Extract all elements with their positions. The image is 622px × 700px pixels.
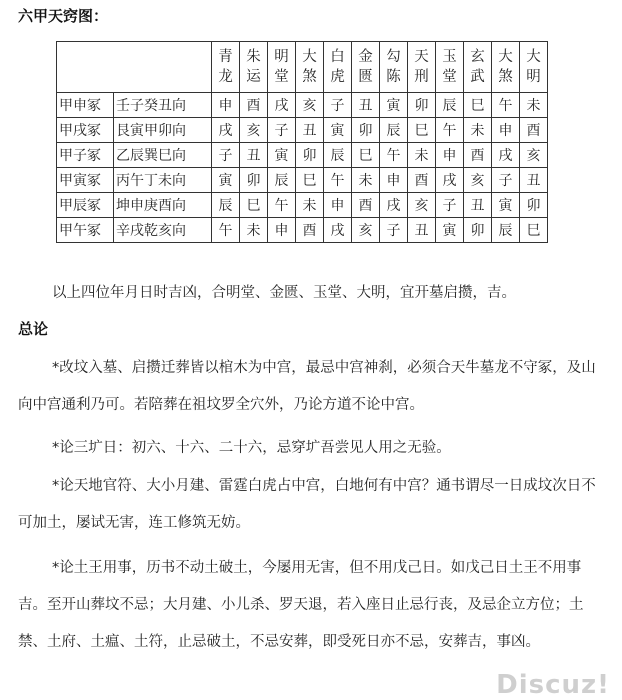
table-cell: 子 bbox=[268, 118, 296, 143]
row-name: 甲申冢 bbox=[57, 93, 114, 118]
table-cell: 巳 bbox=[352, 143, 380, 168]
table-header-char: 玉 bbox=[442, 49, 457, 65]
table-header bbox=[324, 42, 352, 93]
table-cell: 申 bbox=[492, 118, 520, 143]
table-cell: 戌 bbox=[436, 168, 464, 193]
row-direction: 乙辰巽巳向 bbox=[114, 143, 212, 168]
paragraph-1-text: *改坟入墓、启攒迁葬皆以棺木为中宫，最忌中宫神刹，必须合天牛墓龙不守冢，及山向中宫通利乃可。若陪葬在祖坟罗全穴外，乃论方道不论中宫。 bbox=[18, 360, 596, 413]
table-header-char: 金 bbox=[358, 49, 373, 65]
table-cell: 子 bbox=[212, 143, 240, 168]
table-cell: 卯 bbox=[240, 168, 268, 193]
table-cell: 辰 bbox=[212, 193, 240, 218]
table-header-char: 明 bbox=[526, 69, 541, 85]
table-header-char: 龙 bbox=[218, 69, 233, 85]
table-cell: 辰 bbox=[436, 93, 464, 118]
table-cell: 酉 bbox=[296, 218, 324, 243]
table-cell: 巳 bbox=[296, 168, 324, 193]
table-cell: 戌 bbox=[324, 218, 352, 243]
table-cell: 未 bbox=[520, 93, 548, 118]
table-cell: 午 bbox=[380, 143, 408, 168]
table-cell: 戌 bbox=[268, 93, 296, 118]
table-cell: 亥 bbox=[296, 93, 324, 118]
table-header-char: 勾 bbox=[386, 49, 401, 65]
table-cell: 午 bbox=[436, 118, 464, 143]
table-cell: 丑 bbox=[464, 193, 492, 218]
table-header bbox=[520, 42, 548, 93]
table-header-char: 青 bbox=[218, 49, 233, 65]
table-cell: 寅 bbox=[212, 168, 240, 193]
table-cell: 子 bbox=[436, 193, 464, 218]
row-direction: 丙午丁未向 bbox=[114, 168, 212, 193]
table-corner bbox=[57, 42, 212, 93]
row-name: 甲戌冢 bbox=[57, 118, 114, 143]
table-cell: 巳 bbox=[464, 93, 492, 118]
table-header-char: 虎 bbox=[330, 69, 345, 85]
table-cell: 寅 bbox=[380, 93, 408, 118]
table-cell: 酉 bbox=[464, 143, 492, 168]
table-row bbox=[57, 118, 548, 143]
table-cell: 丑 bbox=[408, 218, 436, 243]
table-cell: 巳 bbox=[408, 118, 436, 143]
table-cell: 未 bbox=[296, 193, 324, 218]
table-cell: 亥 bbox=[352, 218, 380, 243]
table-header-char: 朱 bbox=[246, 49, 261, 65]
table-cell: 酉 bbox=[240, 93, 268, 118]
table-cell: 辰 bbox=[324, 143, 352, 168]
paragraph-4-text: *论土王用事，历书不动土破土，今屡用无害，但不用戊己日。如戊己日土王不用事吉。至开山葬坟不忌；大月建、小儿杀、罗天退，若入座日止忌行丧，及忌企立方位；土禁、土府、土瘟、土符，止忌破土，不忌安葬，即受死日亦不忌，安葬吉，事凶。 bbox=[18, 560, 584, 650]
row-name: 甲子冢 bbox=[57, 143, 114, 168]
row-direction: 辛戌乾亥向 bbox=[114, 218, 212, 243]
table-cell: 申 bbox=[436, 143, 464, 168]
table-header-char: 大 bbox=[498, 49, 513, 65]
summary-line bbox=[18, 275, 608, 312]
table-header-char: 明 bbox=[274, 49, 289, 65]
table-cell: 戌 bbox=[380, 193, 408, 218]
table-header bbox=[492, 42, 520, 93]
table-header bbox=[464, 42, 492, 93]
row-direction: 艮寅甲卯向 bbox=[114, 118, 212, 143]
table-header-char: 堂 bbox=[274, 69, 289, 85]
table-cell: 申 bbox=[324, 193, 352, 218]
table-header bbox=[436, 42, 464, 93]
table-title: 六甲天窍图： bbox=[18, 7, 109, 25]
paragraph-2 bbox=[18, 430, 608, 467]
table-header-char: 煞 bbox=[498, 69, 513, 85]
row-name: 甲辰冢 bbox=[57, 193, 114, 218]
table-cell: 卯 bbox=[520, 193, 548, 218]
table-cell: 卯 bbox=[296, 143, 324, 168]
table-cell: 未 bbox=[464, 118, 492, 143]
table-header bbox=[352, 42, 380, 93]
table-header-char: 陈 bbox=[386, 69, 401, 85]
table-header bbox=[380, 42, 408, 93]
paragraph-3 bbox=[18, 468, 608, 542]
table-cell: 戌 bbox=[212, 118, 240, 143]
table-cell: 酉 bbox=[408, 168, 436, 193]
table-cell: 寅 bbox=[268, 143, 296, 168]
table-header bbox=[240, 42, 268, 93]
table-header-char: 天 bbox=[414, 49, 429, 65]
row-name: 甲午冢 bbox=[57, 218, 114, 243]
table-header-char: 白 bbox=[330, 49, 345, 65]
table-header-char: 武 bbox=[470, 69, 485, 85]
table-row bbox=[57, 168, 548, 193]
table-cell: 子 bbox=[324, 93, 352, 118]
table-cell: 辰 bbox=[380, 118, 408, 143]
table-cell: 丑 bbox=[352, 93, 380, 118]
table-cell: 卯 bbox=[464, 218, 492, 243]
table-cell: 午 bbox=[268, 193, 296, 218]
table-header-row bbox=[57, 42, 548, 93]
table-cell: 亥 bbox=[240, 118, 268, 143]
table-row bbox=[57, 193, 548, 218]
table-cell: 未 bbox=[240, 218, 268, 243]
table-cell: 亥 bbox=[464, 168, 492, 193]
table-cell: 丑 bbox=[520, 168, 548, 193]
summary-text: 以上四位年月日时吉凶，合明堂、金匮、玉堂、大明，宜开墓启攒，吉。 bbox=[52, 285, 516, 301]
table-header bbox=[296, 42, 324, 93]
table-header-char: 匮 bbox=[358, 69, 373, 85]
table-cell: 寅 bbox=[324, 118, 352, 143]
table-cell: 辰 bbox=[492, 218, 520, 243]
table-header-char: 运 bbox=[246, 69, 261, 85]
table-cell: 巳 bbox=[520, 218, 548, 243]
table-header-char: 堂 bbox=[442, 69, 457, 85]
row-direction: 壬子癸丑向 bbox=[114, 93, 212, 118]
table-cell: 亥 bbox=[520, 143, 548, 168]
table-header-char: 大 bbox=[302, 49, 317, 65]
table-cell: 酉 bbox=[352, 193, 380, 218]
section-title: 总论 bbox=[18, 320, 49, 338]
table-cell: 寅 bbox=[492, 193, 520, 218]
table-cell: 申 bbox=[212, 93, 240, 118]
paragraph-4 bbox=[18, 550, 608, 661]
six-jia-table bbox=[56, 41, 548, 243]
table-cell: 申 bbox=[268, 218, 296, 243]
table-header-char: 大 bbox=[526, 49, 541, 65]
row-name: 甲寅冢 bbox=[57, 168, 114, 193]
table-cell: 午 bbox=[492, 93, 520, 118]
row-direction: 坤申庚酉向 bbox=[114, 193, 212, 218]
table-header bbox=[408, 42, 436, 93]
paragraph-3-text: *论天地官符、大小月建、雷霆白虎占中宫，白地何有中宫？通书谓尽一日成坟次日不可加土，屡试无害，连工修筑无妨。 bbox=[18, 478, 596, 531]
table-cell: 子 bbox=[380, 218, 408, 243]
table-row bbox=[57, 218, 548, 243]
table-cell: 未 bbox=[352, 168, 380, 193]
table-header-char: 煞 bbox=[302, 69, 317, 85]
table-cell: 午 bbox=[212, 218, 240, 243]
table-cell: 子 bbox=[492, 168, 520, 193]
table-cell: 亥 bbox=[408, 193, 436, 218]
table-cell: 未 bbox=[408, 143, 436, 168]
table-cell: 巳 bbox=[240, 193, 268, 218]
table-cell: 寅 bbox=[436, 218, 464, 243]
table-cell: 卯 bbox=[352, 118, 380, 143]
paragraph-1 bbox=[18, 350, 608, 424]
table-row bbox=[57, 143, 548, 168]
paragraph-2-text: *论三圹日：初六、十六、二十六，忌穿圹吾尝见人用之无验。 bbox=[52, 440, 451, 456]
table-header-char: 刑 bbox=[414, 69, 429, 85]
table-cell: 酉 bbox=[520, 118, 548, 143]
table-header bbox=[212, 42, 240, 93]
discuz-watermark: Discuz! bbox=[496, 670, 610, 700]
table-cell: 戌 bbox=[492, 143, 520, 168]
table-cell: 丑 bbox=[240, 143, 268, 168]
table-header bbox=[268, 42, 296, 93]
table-cell: 午 bbox=[324, 168, 352, 193]
table-cell: 申 bbox=[380, 168, 408, 193]
table-row bbox=[57, 93, 548, 118]
table-header-char: 玄 bbox=[470, 49, 485, 65]
table-cell: 辰 bbox=[268, 168, 296, 193]
table-cell: 丑 bbox=[296, 118, 324, 143]
table-cell: 卯 bbox=[408, 93, 436, 118]
